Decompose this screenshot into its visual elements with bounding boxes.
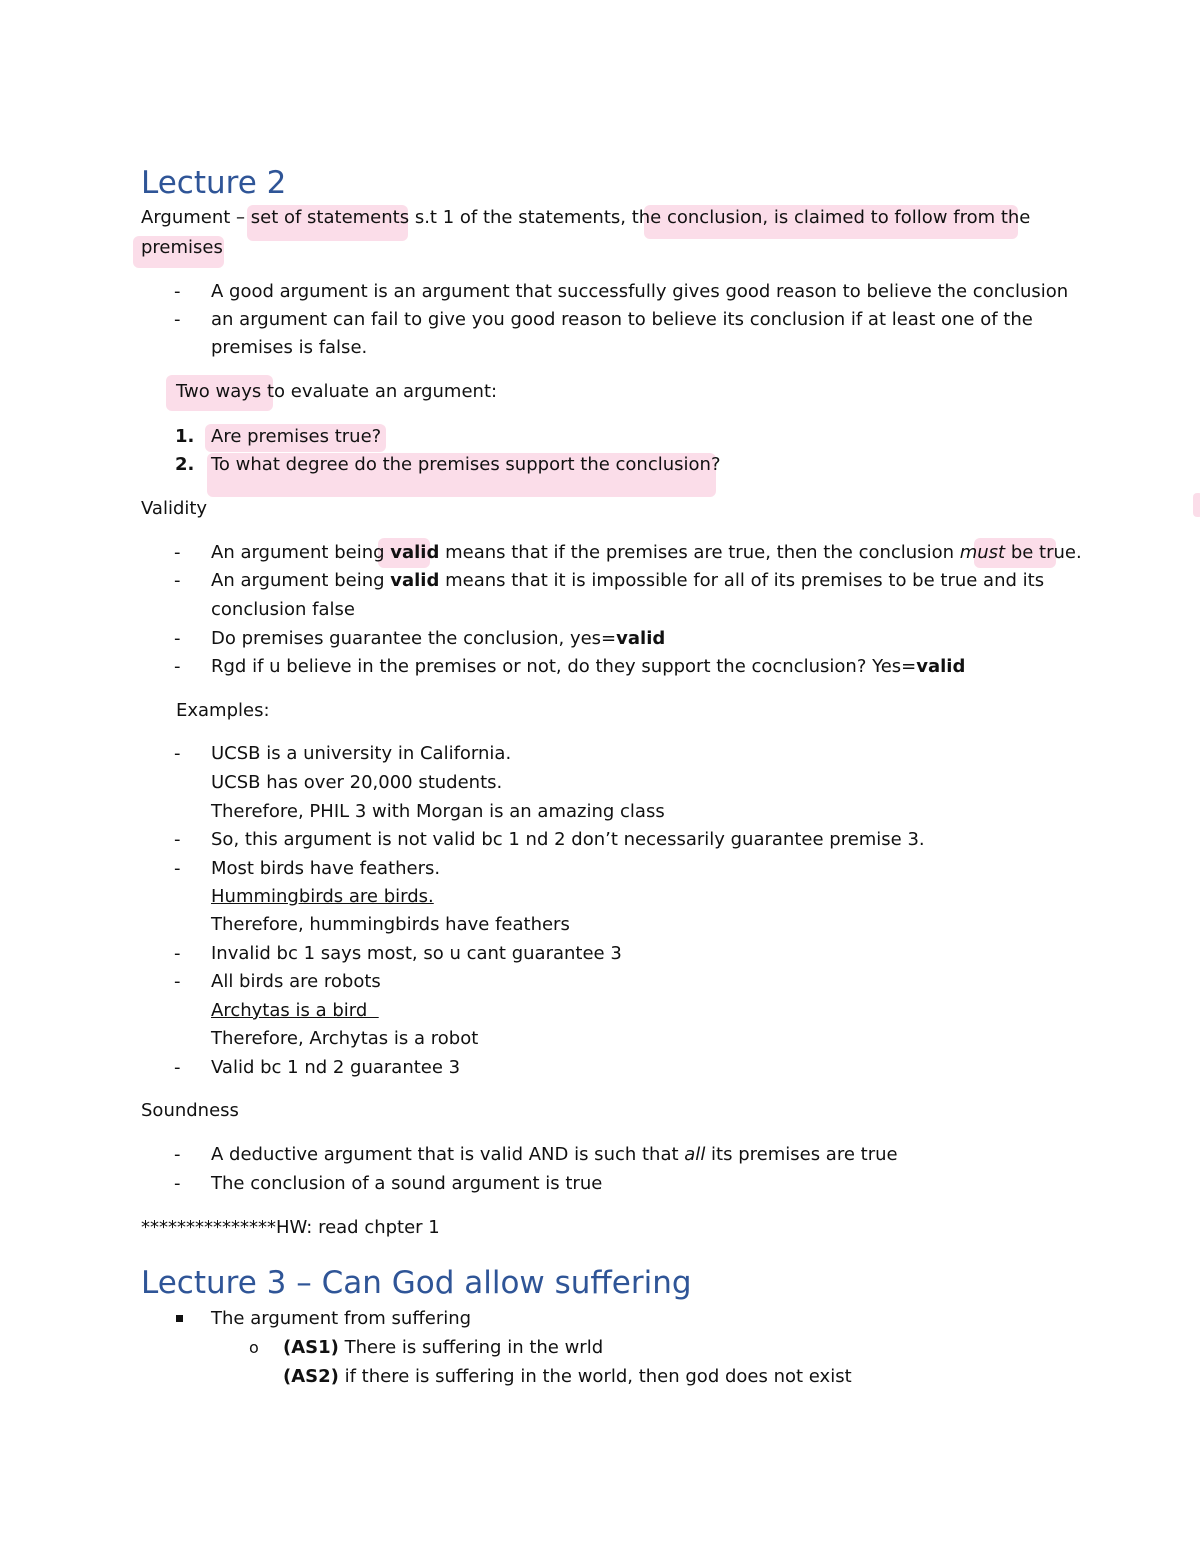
numbered-item: Are premises true? [211,426,382,447]
list-item: A good argument is an argument that successfully gives good reason to believe the conclusion [211,281,1069,302]
numbered-marker: 1. [175,426,195,447]
list-item: The argument from suffering [211,1308,472,1329]
argument-text: s.t 1 of the statements, the [409,207,667,228]
examples-heading: Examples: [176,700,270,721]
dash-bullet: - [174,1057,181,1078]
argument-label: Argument – [141,207,251,228]
soundness-heading: Soundness [141,1100,239,1121]
homework-note: ***************HW: read chpter 1 [141,1217,440,1238]
list-item: An argument being valid means that it is impossible for all of its premises to be true and its [211,570,1045,591]
list-item: Most birds have feathers. [211,858,441,879]
list-item-cont: Archytas is a bird [211,1000,379,1021]
argument-definition [141,205,1030,231]
circle-bullet-icon: o [249,1338,259,1357]
list-item-cont: conclusion false [211,599,355,620]
dash-bullet: - [174,1173,181,1194]
numbered-item: To what degree do the premises support the conclusion? [211,454,721,475]
dash-bullet: - [174,743,181,764]
premise-as1: (AS1) There is suffering in the wrld [283,1337,604,1358]
dash-bullet: - [174,309,181,330]
dash-bullet: - [174,542,181,563]
list-item: So, this argument is not valid bc 1 nd 2 don’t necessarily guarantee premise 3. [211,829,925,850]
list-item: an argument can fail to give you good reason to believe its conclusion if at least one of the [211,309,1033,330]
validity-heading: Validity [141,498,208,519]
list-item: Rgd if u believe in the premises or not, do they support the cocnclusion? Yes=valid [211,656,966,677]
numbered-marker: 2. [175,454,195,475]
square-bullet-icon [176,1315,183,1322]
dash-bullet: - [174,1144,181,1165]
list-item: A deductive argument that is valid AND is such that all its premises are true [211,1144,898,1165]
list-item-cont: UCSB has over 20,000 students. [211,772,503,793]
highlight-mark [1193,493,1200,517]
list-item-cont: Therefore, Archytas is a robot [211,1028,479,1049]
list-item-cont: Therefore, hummingbirds have feathers [211,914,570,935]
highlighted-text: conclusion, is claimed to follow from the [666,207,1031,228]
highlighted-text: set of statements [250,207,410,228]
list-item: Invalid bc 1 says most, so u cant guarantee 3 [211,943,622,964]
list-item: The conclusion of a sound argument is true [211,1173,603,1194]
dash-bullet: - [174,971,181,992]
two-ways-text: Two ways to evaluate an argument: [176,381,498,402]
dash-bullet: - [174,570,181,591]
list-item: UCSB is a university in California. [211,743,512,764]
dash-bullet: - [174,943,181,964]
list-item: An argument being valid means that if the premises are true, then the conclusion must be true. [211,542,1082,563]
list-item-cont: premises is false. [211,337,368,358]
list-item: Valid bc 1 nd 2 guarantee 3 [211,1057,461,1078]
lecture-3-heading: Lecture 3 – Can God allow suffering [141,1265,692,1301]
list-item-cont: Hummingbirds are birds. [211,886,434,907]
lecture-2-heading: Lecture 2 [141,165,287,201]
dash-bullet: - [174,628,181,649]
list-item: Do premises guarantee the conclusion, yes=valid [211,628,666,649]
dash-bullet: - [174,656,181,677]
list-item-cont: Therefore, PHIL 3 with Morgan is an amazing class [211,801,665,822]
dash-bullet: - [174,858,181,879]
list-item: All birds are robots [211,971,381,992]
premise-as2: (AS2) if there is suffering in the world, then god does not exist [283,1366,852,1387]
highlighted-text: premises [141,237,223,258]
dash-bullet: - [174,829,181,850]
argument-definition-cont [141,235,223,261]
dash-bullet: - [174,281,181,302]
